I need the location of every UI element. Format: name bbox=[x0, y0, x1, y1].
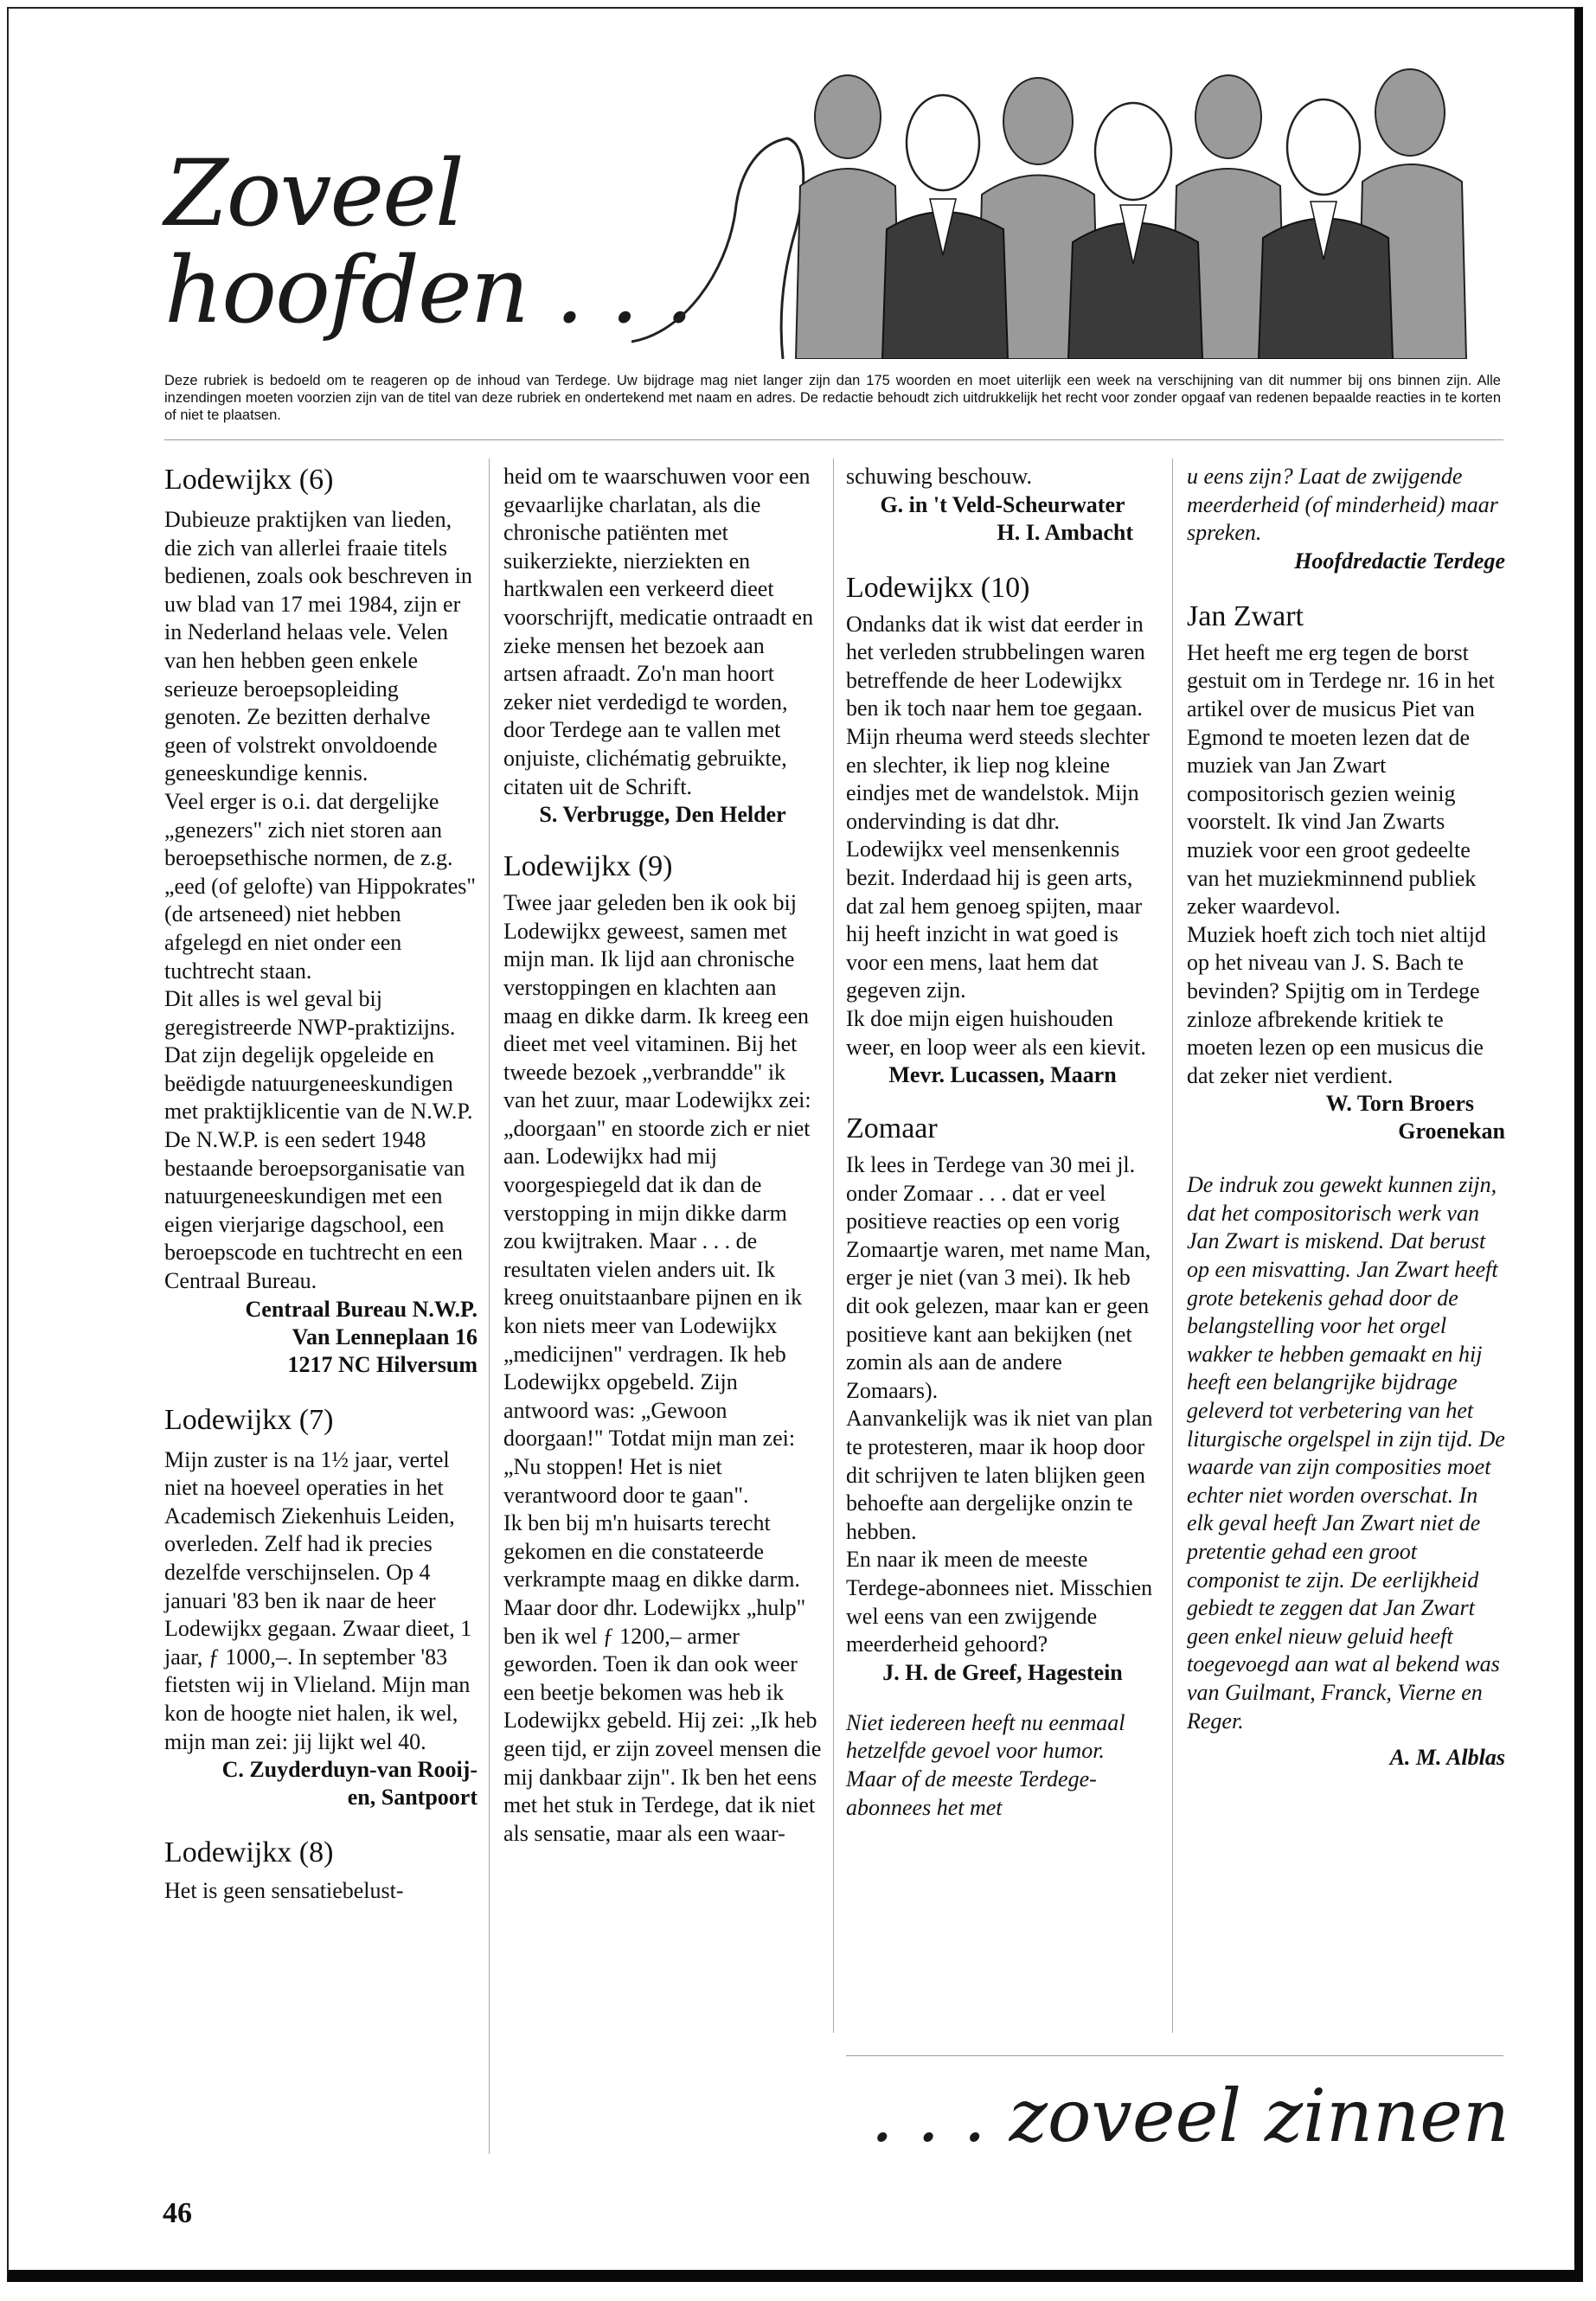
crowd-illustration bbox=[631, 56, 1505, 359]
signature: A. M. Alblas bbox=[1389, 1745, 1505, 1771]
letter-text: Ik doe mijn eigen huishouden weer, en loop weer als een kievit. bbox=[846, 1005, 1146, 1060]
page-title bbox=[164, 140, 693, 343]
title-line-1: Zoveel bbox=[164, 140, 463, 247]
magazine-page bbox=[7, 7, 1583, 2282]
signature: Hoofdredactie Terdege bbox=[1294, 548, 1505, 574]
editor-reply: De indruk zou gewekt kunnen zijn, dat het compositorisch werk van Jan Zwart is miskend. Dat berust op een misvatting. Jan Zwart heeft grote betekenis gehad door de belangstelling voor het orgel wakker te hebben gemaakt en hij heeft een belangrijke bijdrage geleverd tot verbetering van het liturgische orgelspel in zijn tijd. De waarde van zijn composities moet echter niet worden overschat. In elk geval heeft Jan Zwart niet de pretentie gehad een groot componist te zijn. De eerlijkheid gebiedt te zeggen dat Jan Zwart geen enkel nieuw geluid heeft toegevoegd aan wat al bekend was van Guilmant, Franck, Vierne en Reger. bbox=[1187, 1172, 1505, 1734]
signature: Groenekan bbox=[1398, 1118, 1505, 1144]
column-2 bbox=[503, 463, 822, 1848]
tagline: . . . zoveel zinnen bbox=[870, 2073, 1509, 2158]
intro-rule bbox=[164, 439, 1503, 440]
heading-lodewijkx-6: Lodewijkx (6) bbox=[164, 464, 334, 496]
letter-text: heid om te waarschuwen voor een gevaarlijke charlatan, als die chronische patiënten met suikerziekte, nierziekten en hartkwalen een verkeerd dieet voorschrijft, medicatie ontraadt en zieke mensen het bezoek aan artsen afraadt. Zo'n man hoort zeker niet verdedigd te worden, door Terdege aan te vallen met onjuiste, clichématig gebruikte, citaten uit de Schrift. bbox=[503, 464, 814, 799]
letter-text: Muziek hoeft zich toch niet altijd op het niveau van J. S. Bach te bevinden? Spijtig om in Terdege zinloze afbrekende kritiek te moeten lezen op een musicus die dat zeker niet verdient. bbox=[1187, 921, 1486, 1088]
signature: C. Zuyderduyn-van Rooij- bbox=[221, 1757, 478, 1783]
letter-text: Mijn zuster is na 1½ jaar, vertel niet na hoeveel operaties in het Academisch Ziekenhuis Leiden, overleden. Zelf had ik precies dezelfde verschijnselen. Op 4 januari '83 ben ik naar de heer Lodewijkx gegaan. Zwaar dieet, 1 jaar, ƒ 1000,–. In september '83 fietsten wij in Vlieland. Mijn man kon de hoogte niet halen, ik wel, mijn man zei: jij lijkt wel 40. bbox=[164, 1446, 472, 1754]
title-line-2: hoofden . . . bbox=[164, 237, 693, 343]
column-3 bbox=[846, 463, 1159, 1822]
heading-jan-zwart: Jan Zwart bbox=[1187, 599, 1304, 632]
signature: J. H. de Greef, Hagestein bbox=[882, 1659, 1123, 1685]
letter-text: Ik lees in Terdege van 30 mei jl. onder Zomaar . . . dat er veel positieve reacties op een vorig Zomaartje waren, met name Man, erger je niet (van 3 mei). Ik heb dit ook gelezen, maar kan er geen positieve kant aan bekijken (net zomin als aan de andere Zomaars). bbox=[846, 1152, 1151, 1403]
letter-text: Het heeft me erg tegen de borst gestuit om in Terdege nr. 16 in het artikel over de musicus Piet van Egmond te moeten lezen dat de muziek van Jan Zwart compositorisch gezien weinig voorstelt. Ik vind Jan Zwarts muziek voor een groot gedeelte van het muziekminnend publiek zeker waardevol. bbox=[1187, 639, 1495, 920]
letter-text: Ik ben bij m'n huisarts terecht gekomen en die constateerde verkrampte maag en dikke darm. Maar door dhr. Lodewijkx „hulp" ben ik wel ƒ 1200,– armer geworden. Toen ik dan ook weer een beetje bekomen was heb ik Lodewijkx gebeld. Hij zei: „Ik heb geen tijd, er zijn zoveel mensen die mij dankbaar zijn". Ik ben het eens met het stuk in Terdege, dat ik niet als sensatie, maar als een waar- bbox=[503, 1510, 822, 1846]
heading-lodewijkx-8: Lodewijkx (8) bbox=[164, 1836, 334, 1869]
signature: H. I. Ambacht bbox=[997, 519, 1133, 545]
signature: G. in 't Veld-Scheurwater bbox=[880, 491, 1125, 517]
column-divider bbox=[833, 458, 834, 2033]
letter-text: Dit alles is wel geval bij geregistreerde NWP-praktizijns. Dat zijn degelijk opgeleide en beëdigde natuurgeneeskundigen met praktijklicentie van de N.W.P. De N.W.P. is een sedert 1948 bestaande beroepsorganisatie van natuurgeneeskundigen met een eigen vierjarige dagschool, een beroepscode en tuchtrecht en een Centraal Bureau. bbox=[164, 986, 473, 1294]
letter-text: Twee jaar geleden ben ik ook bij Lodewijkx geweest, samen met mijn man. Ik lijd aan chronische verstoppingen en klachten aan maag en dikke darm. Ik kreeg een dieet met veel vitaminen. Bij het tweede bezoek „verbrandde" ik van het zuur, maar Lodewijkx zei: „doorgaan" en stoorde zich er niet aan. Lodewijkx had mij voorgespiegeld dat ik dan de verstopping in mijn dikke darm zou kwijtraken. Maar . . . de resultaten vielen anders uit. Ik kreeg onuitstaanbare pijnen en ik kon niets meer van Lodewijkx „medicijnen" verdragen. Ik heb Lodewijkx opgebeld. Zijn antwoord was: „Gewoon doorgaan!" Totdat mijn man zei: „Nu stoppen! Het is niet verantwoord door te gaan". bbox=[503, 890, 811, 1508]
column-1 bbox=[164, 463, 478, 1906]
column-divider bbox=[1172, 458, 1173, 2033]
column-divider bbox=[489, 458, 490, 2154]
signature: Mevr. Lucassen, Maarn bbox=[888, 1062, 1117, 1088]
letter-text: En naar ik meen de meeste Terdege-abonnees niet. Misschien wel eens van een zwijgende meerderheid gehoord? bbox=[846, 1547, 1153, 1657]
intro-text: Deze rubriek is bedoeld om te reageren op de inhoud van Terdege. Uw bijdrage mag niet langer zijn dan 175 woorden en moet uiterlijk een week na verschijning van dit nummer bij ons binnen zijn. Alle inzendingen moeten voorzien zijn van de titel van deze rubriek en ondertekend met naam en adres. De redactie behoudt zich uitdrukkelijk het recht voor zonder opgaaf van redenen bepaalde reacties in te korten of niet te plaatsen. bbox=[164, 373, 1501, 423]
signature: S. Verbrugge, Den Helder bbox=[539, 802, 786, 828]
editor-reply: Niet iedereen heeft nu eenmaal hetzelfde gevoel voor humor. Maar of de meeste Terdege-abonnees het met bbox=[846, 1709, 1125, 1820]
letter-text: Het is geen sensatiebelust- bbox=[164, 1878, 404, 1904]
heading-lodewijkx-10: Lodewijkx (10) bbox=[846, 571, 1030, 604]
signature: Centraal Bureau N.W.P. bbox=[245, 1296, 478, 1322]
letter-text: Ondanks dat ik wist dat eerder in het verleden strubbelingen waren betreffende de heer Lodewijkx ben ik toch naar hem toe gegaan. Mijn rheuma werd steeds slechter en slechter, ik liep nog kleine eindjes met de wandelstok. Mijn ondervinding is dat dhr. Lodewijkx veel mensenkennis bezit. Inderdaad hij is geen arts, dat zal hem genoeg spijten, maar hij heeft inzicht in wat goed is voor een mens, laat hem dat gegeven zijn. bbox=[846, 611, 1150, 1003]
signature: Van Lenneplaan 16 bbox=[292, 1324, 478, 1349]
letter-text: Dubieuze praktijken van lieden, die zich van allerlei fraaie titels bedienen, zoals ook beschreven in uw blad van 17 mei 1984, zijn er in Nederland helaas vele. Velen van hen hebben geen enkele serieuze beroepsopleiding genoten. Ze bezitten derhalve geen of volstrekt onvoldoende geneeskundige kennis. bbox=[164, 507, 472, 786]
editor-reply: u eens zijn? Laat de zwijgende meerderheid (of minderheid) maar spreken. bbox=[1187, 464, 1498, 546]
page-number: 46 bbox=[163, 2197, 192, 2229]
heading-lodewijkx-9: Lodewijkx (9) bbox=[503, 850, 673, 883]
column-4 bbox=[1187, 463, 1505, 1772]
signature: en, Santpoort bbox=[347, 1785, 478, 1811]
letter-text: Aanvankelijk was ik niet van plan te protesteren, maar ik hoop door dit schrijven te laten blijken geen behoefte aan dergelijke onzin te hebben. bbox=[846, 1406, 1153, 1544]
signature: 1217 NC Hilversum bbox=[287, 1351, 478, 1377]
signature: W. Torn Broers bbox=[1325, 1091, 1474, 1117]
letter-text: schuwing beschouw. bbox=[846, 464, 1032, 489]
tagline-rule bbox=[846, 2055, 1503, 2056]
letter-text: Veel erger is o.i. dat dergelijke „genezers" zich niet storen aan beroepsethische normen, de z.g. „eed (of gelofte) van Hippokrates" (de artseneed) niet hebben afgelegd en niet onder een tuchtrecht staan. bbox=[164, 788, 477, 984]
heading-lodewijkx-7: Lodewijkx (7) bbox=[164, 1403, 334, 1436]
heading-zomaar: Zomaar bbox=[846, 1112, 938, 1145]
